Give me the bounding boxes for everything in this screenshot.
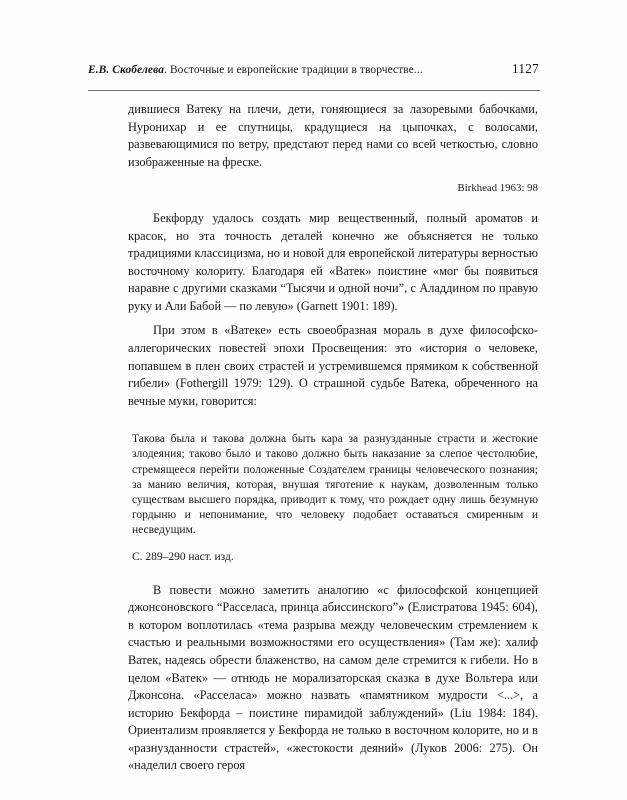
paragraph-rasselas-analogy: В повести можно заметить аналогию «с философской концепцией джонсоновского “Расселаса, принца абиссинского”» (Елистратова 1945: 604), в котором воплотилась «тема разрыва между человеческим стремлением к счастью и реальными возможностями его осуществления» (Там же): халиф Ватек, надеясь обрести блаженство, на самом деле стремится к гибели. Но в целом «Ватек» — отнюдь не морализаторская сказка в духе Вольтера или Джонсона. «Расселаса» можно назвать «памятником мудрости <...>, а историю Бекфорда – поистине пирамидой заблуждений» (Liu 1984: 184). Ориентализм проявляется у Бекфорда не только в восточном колорите, но и в «разнузданности страстей», «жестокости деяний» (Луков 2006: 275). Он «наделил своего героя xyxy=(128,582,538,773)
header-divider-rule xyxy=(88,90,540,91)
running-head xyxy=(88,62,540,77)
running-head-title: . Восточные и европейские традиции в творчестве... xyxy=(164,64,423,76)
paragraph-continued: дившиеся Ватеку на плечи, дети, гоняющиеся за лазоревыми бабочками, Нуронихар и ее спутницы, крадущиеся на цыпочках, с волосами, развевающимися по ветру, предстают перед нами со всей четкостью, словно изображенные на фреске. xyxy=(128,102,538,169)
page-number: 1127 xyxy=(512,61,539,76)
paragraph-beckford-world: Бекфорду удалось создать мир вещественный, полный ароматов и красок, но эта точность деталей конечно же объясняется не только традициями классицизма, но и новой для европейской литературы верностью восточному колориту. Благодаря ей «Ватек» поистине «мог бы появиться наравне с другими сказками “Тысячи и одной ночи”, с Аладдином по правую руку и Али Бабой — по левую» (Garnett 1901: 189). xyxy=(128,211,538,313)
paragraph-vathek-moral: При этом в «Ватеке» есть своеобразная мораль в духе философско-аллегорических повестей эпохи Просвещения: это «история о человеке, попавшем в плен своих страстей и устремившемся прямиком к собственной гибели» (Fothergill 1979: 129). О страшной судьбе Ватека, обреченного на вечные муки, говорится: xyxy=(128,323,538,408)
citation-source-birkhead: Birkhead 1963: 98 xyxy=(457,183,538,195)
citation-source-present-edition: С. 289–290 наст. изд. xyxy=(132,550,234,563)
block-quotation-text: Такова была и такова должна быть кара за разнузданные страсти и жестокие злодеяния; таково было и таково должно быть наказание за слепое честолюбие, стремящееся перейти положенные Создателем границы человеческого познания; за манию величия, которая, внушая тяготение к наукам, дозволенным только существам высшего порядка, приводит к тому, что рождает одну лишь безумную гордыню и непонимание, что человеку подобает оставаться смиренным и несведущим. xyxy=(132,433,538,537)
running-head-text xyxy=(88,63,423,77)
running-head-author: Е.В. Скобелева xyxy=(88,64,165,76)
block-quotation xyxy=(128,432,538,565)
text-column xyxy=(128,101,538,775)
